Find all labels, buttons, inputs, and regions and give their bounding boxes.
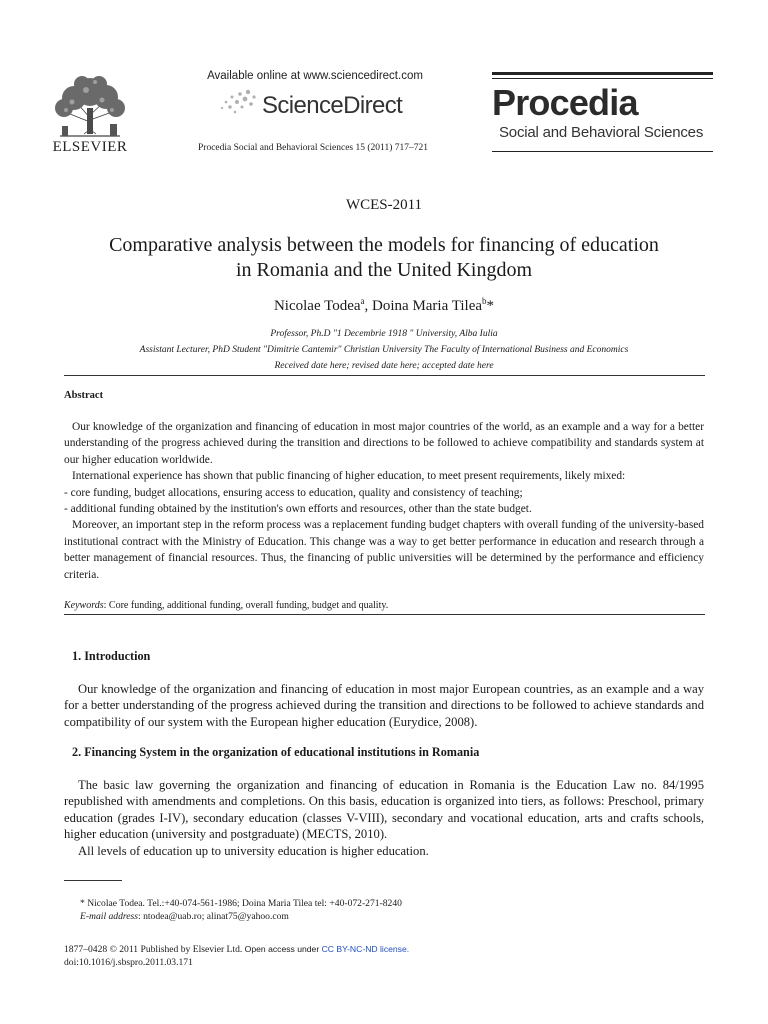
author-2-affiliation-mark: b xyxy=(482,296,487,306)
author-1: Nicolae Todea xyxy=(273,298,361,314)
procedia-subtitle: Social and Behavioral Sciences xyxy=(499,124,704,141)
author-2: Doina Maria Tilea xyxy=(372,298,483,314)
doi-line[interactable]: doi:10.1016/j.sbspro.2011.03.171 xyxy=(64,957,193,968)
procedia-top-rule xyxy=(492,72,713,75)
license-link[interactable]: CC BY-NC-ND license. xyxy=(321,944,410,954)
email-addresses: : ntodea@uab.ro; alinat75@yahoo.com xyxy=(138,911,289,922)
abstract-paragraph-1: Our knowledge of the organization and financing of education in most major countries of the world, as an example and a way for a better understanding of the progress achieved during the transition and directions to be followed to achieve compatibility and standards system at our higher education worldwide. xyxy=(64,421,704,466)
procedia-wordmark: Procedia xyxy=(492,82,638,123)
abstract-paragraph-3: Moreover, an important step in the reform process was a replacement funding budget chapters with overall funding of the university-based institutional contract with the Ministry of Education. This change was a way to get better performance in education and research through a better management of financial resources. Thus, the financing of public universities will be determined by the performance and efficiency criteria. xyxy=(64,519,704,581)
sciencedirect-dots-icon xyxy=(218,88,260,118)
keywords-label: Keywords xyxy=(64,600,104,611)
copyright-line xyxy=(64,944,409,955)
section-2-heading: 2. Financing System in the organization of educational institutions in Romania xyxy=(72,745,480,759)
paper-title-line2: in Romania and the United Kingdom xyxy=(235,259,533,281)
procedia-bottom-rule xyxy=(492,151,713,152)
abstract-bullet-1: - core funding, budget allocations, ensuring access to education, quality and consistency of teaching; xyxy=(64,486,523,499)
abstract-paragraph-2: International experience has shown that public financing of higher education, to meet present requirements, likely mixed: xyxy=(72,470,626,483)
received-dates: Received date here; revised date here; accepted date here xyxy=(274,361,494,371)
section-2-paragraph-2: All levels of education up to university education is higher education. xyxy=(78,844,429,858)
abstract-bullet-2: - additional funding obtained by the institution's own efforts and resources, other than the state budget. xyxy=(64,503,532,516)
paper-title xyxy=(50,233,718,283)
affiliation-1: Professor, Ph.D "1 Decembrie 1918 " University, Alba Iulia xyxy=(270,329,498,339)
open-access-text: Open access under xyxy=(242,944,322,954)
abstract-bottom-rule xyxy=(64,614,705,615)
sciencedirect-wordmark: ScienceDirect xyxy=(262,92,403,119)
section-1-paragraph: Our knowledge of the organization and financing of education in most major European countries, as an example and a way for a better understanding of the progress achieved during the transition and directions to be followed to achieve standards and compatibility of our system with the European higher education (Eurydice, 2008). xyxy=(64,682,704,729)
abstract-top-rule xyxy=(64,375,705,376)
author-1-affiliation-mark: a xyxy=(360,296,365,306)
procedia-top-rule-thin xyxy=(492,78,713,79)
conference-name: WCES-2011 xyxy=(345,197,423,213)
email-label: E-mail address xyxy=(80,911,139,922)
section-2-paragraph-1: The basic law governing the organization and financing of education in Romania is the Education Law no. 84/1995 republished with amendments and completions. On this basis, education is organized into tiers, as follows: Preschool, primary education (grades I-IV), secondary education (classes V-VIII), secondary and vocational education, arts and crafts schools, higher education (university and postgraduate) (MECTS, 2010). xyxy=(64,778,704,841)
copyright-text: 1877–0428 © 2011 Published by Elsevier Ltd. xyxy=(64,944,243,955)
journal-citation: Procedia Social and Behavioral Sciences 15 (2011) 717–721 xyxy=(198,143,428,153)
available-online-text: Available online at www.sciencedirect.com xyxy=(207,70,423,82)
section-2-body-2 xyxy=(64,843,704,859)
keywords-line xyxy=(64,600,704,611)
section-2-body xyxy=(64,777,704,842)
author-list xyxy=(0,296,768,315)
author-separator: , xyxy=(364,298,373,314)
affiliation-2: Assistant Lecturer, PhD Student "Dimitrie Cantemir" Christian University The Faculty of International Business and Economics xyxy=(139,345,629,355)
keywords-text: : Core funding, additional funding, overall funding, budget and quality. xyxy=(103,600,389,611)
section-1-body xyxy=(64,681,704,730)
section-1-heading: 1. Introduction xyxy=(72,649,151,663)
elsevier-wordmark: ELSEVIER xyxy=(52,139,128,155)
footnote-email xyxy=(80,911,289,922)
abstract-body xyxy=(64,419,704,583)
abstract-heading: Abstract xyxy=(64,390,104,401)
corresponding-author-mark: * xyxy=(486,298,495,314)
footnote-rule xyxy=(64,880,122,881)
footnote-contact: * Nicolae Todea. Tel.:+40-074-561-1986; Doina Maria Tilea tel: +40-072-271-8240 xyxy=(80,898,402,909)
paper-title-line1: Comparative analysis between the models for financing of education xyxy=(109,234,659,256)
